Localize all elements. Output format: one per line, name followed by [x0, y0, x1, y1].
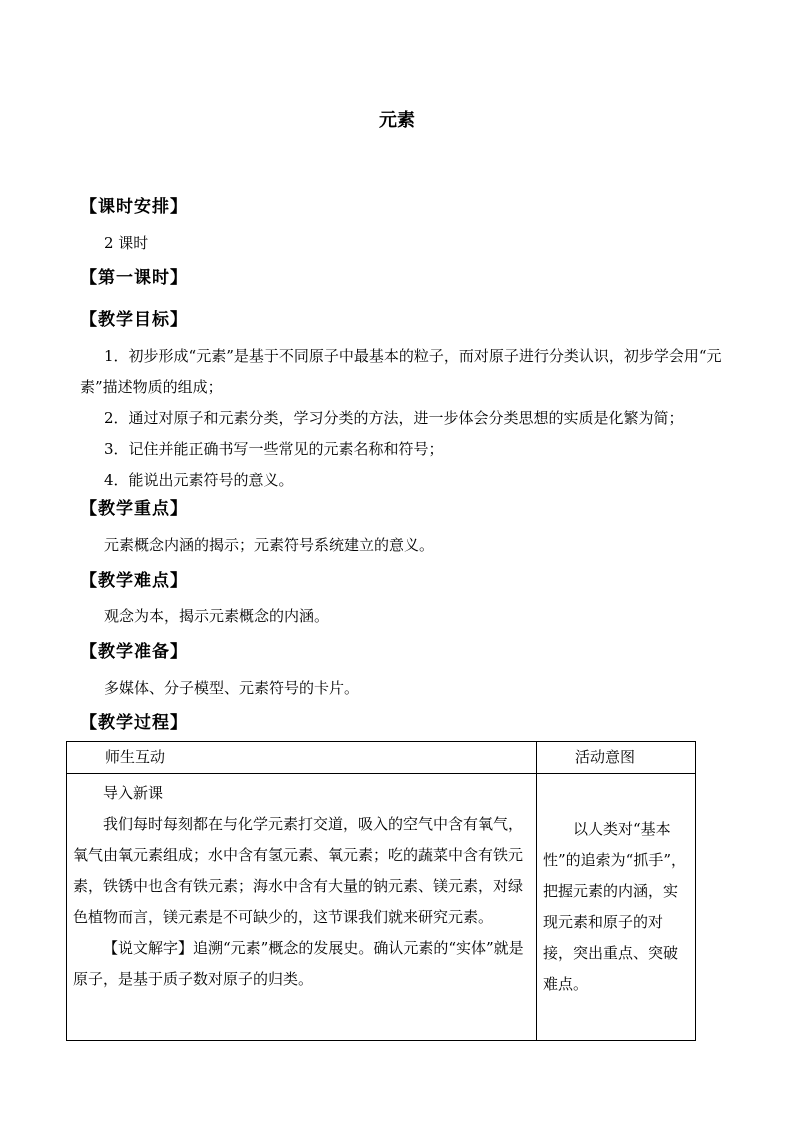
document-title: 元素	[379, 110, 415, 131]
objective-item: 3．记住并能正确书写一些常见的元素名称和符号；	[104, 440, 444, 458]
objectives-list	[80, 341, 730, 496]
etymology-paragraph: 【说文解字】追溯“元素”概念的发展史。确认元素的“实体”就是原子，是基于质子数对原子的归类。	[73, 939, 524, 988]
objective-item: 4．能说出元素符号的意义。	[104, 471, 294, 489]
heading-preparation: 【教学准备】	[80, 642, 188, 662]
schedule-text: 2 课时	[104, 234, 149, 252]
preparation-text: 多媒体、分子模型、元素符号的卡片。	[104, 679, 360, 697]
heading-first-lesson: 【第一课时】	[80, 268, 188, 288]
key-points-text: 元素概念内涵的揭示；元素符号系统建立的意义。	[104, 536, 435, 554]
objective-item: 1．初步形成“元素”是基于不同原子中最基本的粒子，而对原子进行分类认识，初步学会用“元素”描述物质的组成；	[80, 347, 722, 396]
column-header-intent: 活动意图	[537, 742, 696, 774]
column-header-interaction: 师生互动	[67, 742, 537, 774]
intent-cell	[537, 774, 696, 1041]
intro-paragraph: 我们每时每刻都在与化学元素打交道，吸入的空气中含有氧气，氧气由氧元素组成；水中含有氢元素、氧元素；吃的蔬菜中含有铁元素，铁锈中也含有铁元素；海水中含有大量的钠元素、镁元素，对绿色植物而言，镁元素是不可缺少的，这节课我们就来研究元素。	[73, 815, 524, 926]
heading-difficulties: 【教学难点】	[80, 571, 188, 591]
heading-key-points: 【教学重点】	[80, 499, 188, 519]
table-header-row	[67, 742, 696, 774]
interaction-cell	[67, 774, 537, 1041]
intent-text: 以人类对“基本性”的追索为“抓手”，把握元素的内涵，实现元素和原子的对接，突出重点、突破难点。	[543, 820, 687, 993]
heading-schedule: 【课时安排】	[80, 197, 188, 217]
heading-process: 【教学过程】	[80, 713, 188, 733]
table-row	[67, 774, 696, 1041]
process-table	[66, 741, 696, 1041]
objective-item: 2．通过对原子和元素分类，学习分类的方法，进一步体会分类思想的实质是化繁为简；	[104, 409, 684, 427]
intro-subtitle: 导入新课	[103, 784, 164, 802]
difficulties-text: 观念为本，揭示元素概念的内涵。	[104, 607, 330, 625]
heading-objectives: 【教学目标】	[80, 310, 188, 330]
